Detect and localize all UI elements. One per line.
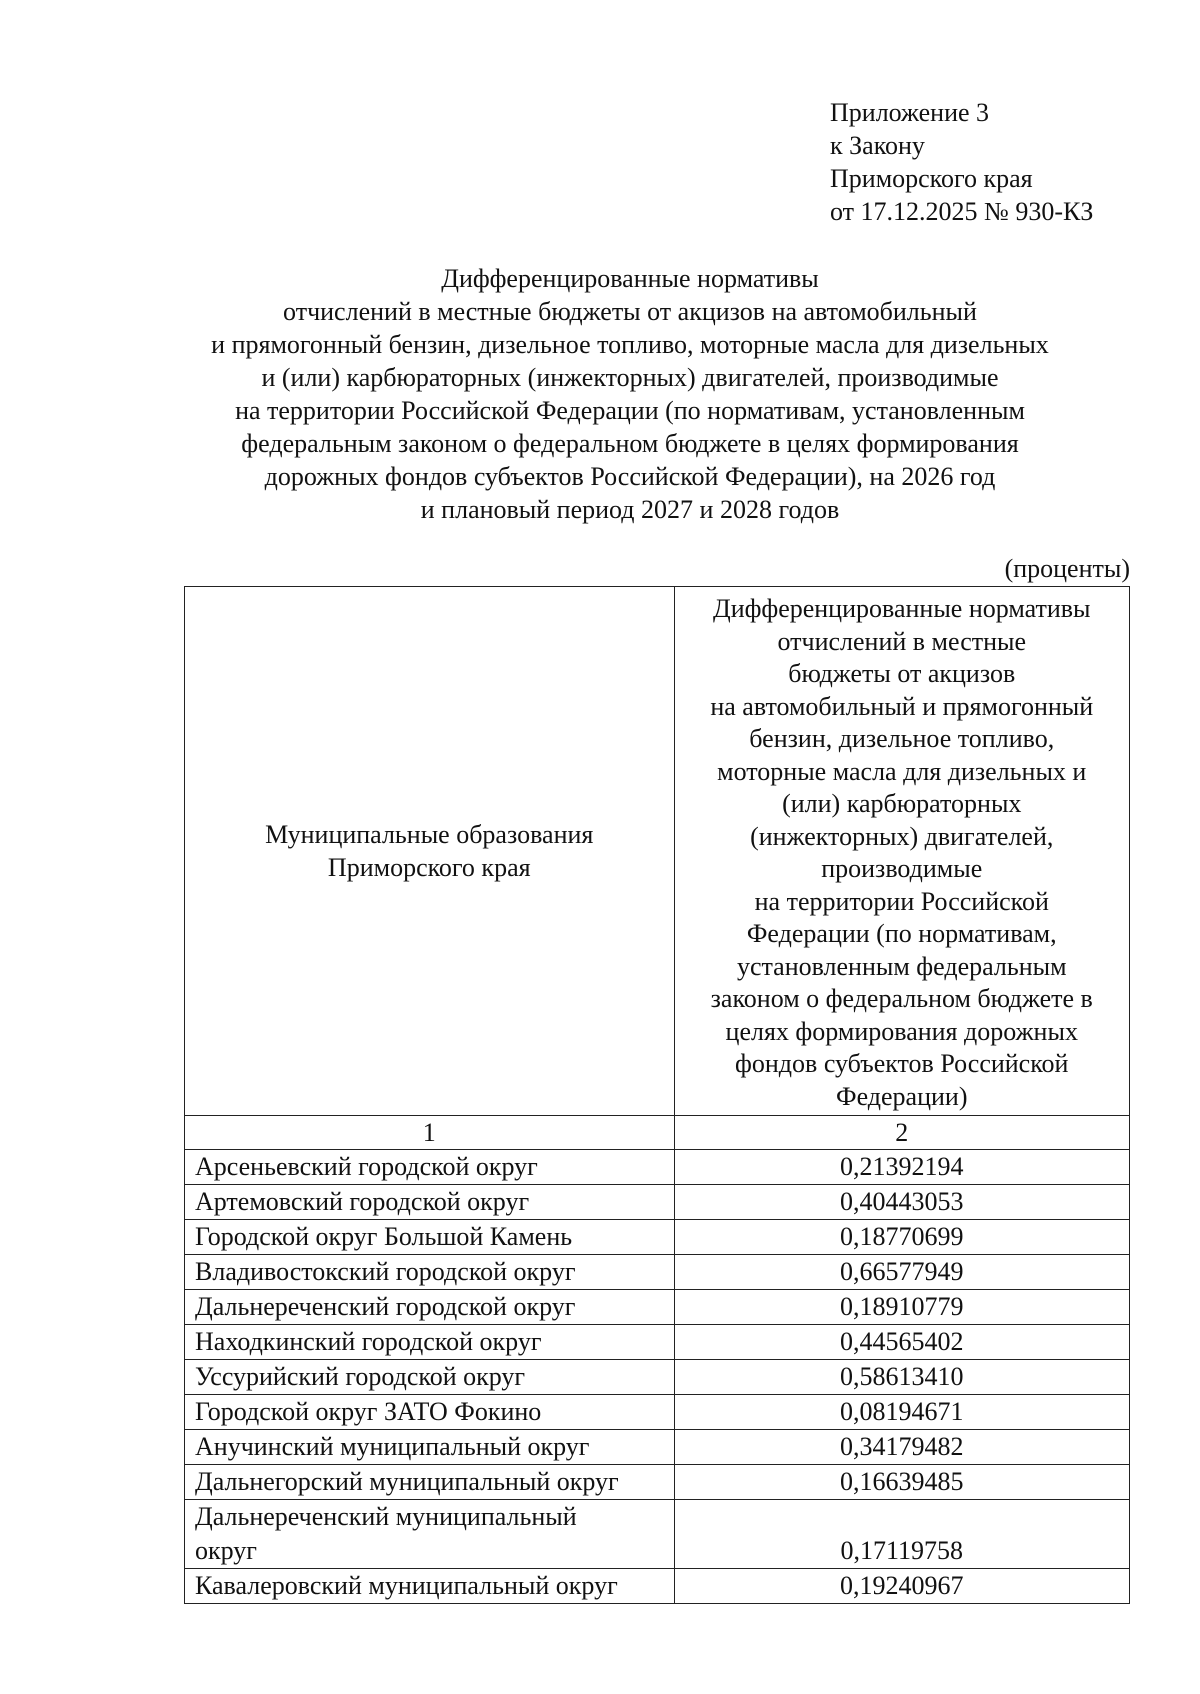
title-line: Дифференцированные нормативы — [441, 264, 819, 293]
table-row — [185, 1325, 1130, 1360]
header-line: производимые — [821, 854, 983, 883]
municipality-name-line: Дальнереченский муниципальный — [195, 1502, 577, 1531]
norms-table — [184, 586, 1130, 1604]
table-row — [185, 1395, 1130, 1430]
document-title — [150, 262, 1110, 526]
column-number: 2 — [674, 1116, 1129, 1150]
header-line: отчислений в местные — [777, 626, 1027, 656]
municipality-name: Городской округ ЗАТО Фокино — [185, 1395, 675, 1430]
norm-value: 0,34179482 — [674, 1430, 1129, 1465]
table-row — [185, 1360, 1130, 1395]
header-line: Приморского края — [327, 853, 531, 882]
header-line: фондов субъектов Российской — [735, 1049, 1069, 1078]
municipality-name: Кавалеровский муниципальный округ — [185, 1569, 675, 1604]
table-row — [185, 1185, 1130, 1220]
norm-value: 0,18770699 — [674, 1220, 1129, 1255]
table-row — [185, 1569, 1130, 1604]
header-line: бюджеты от акцизов — [788, 659, 1016, 688]
header-line: бензин, дизельное топливо, — [749, 724, 1055, 753]
appendix-line: от 17.12.2025 № 930-КЗ — [830, 197, 1094, 226]
table-row — [185, 1430, 1130, 1465]
norm-value: 0,21392194 — [674, 1150, 1129, 1185]
appendix-reference — [830, 96, 1093, 228]
norm-value: 0,17119758 — [674, 1500, 1129, 1569]
header-line: законом о федеральном бюджете в — [710, 984, 1093, 1013]
header-line: моторные масла для дизельных и — [717, 756, 1087, 786]
header-line: Федерации (по нормативам, — [746, 919, 1057, 948]
header-municipalities — [185, 587, 675, 1116]
header-line: Муниципальные образования — [265, 820, 594, 849]
title-line: и плановый период 2027 и 2028 годов — [420, 495, 840, 524]
appendix-line: к Закону — [830, 131, 925, 160]
table-row — [185, 1220, 1130, 1255]
header-norms — [674, 587, 1129, 1116]
table-row — [185, 1500, 1130, 1569]
header-line: на автомобильный и прямогонный — [710, 691, 1094, 721]
header-line: целях формирования дорожных — [725, 1016, 1078, 1046]
norm-value: 0,16639485 — [674, 1465, 1129, 1500]
table-header-row — [185, 587, 1130, 1116]
title-line: дорожных фондов субъектов Российской Федерации), на 2026 год — [264, 462, 996, 491]
norm-value: 0,18910779 — [674, 1290, 1129, 1325]
norm-value: 0,58613410 — [674, 1360, 1129, 1395]
title-line: федеральным законом о федеральном бюджете в целях формирования — [241, 429, 1019, 458]
title-line: на территории Российской Федерации (по нормативам, установленным — [235, 396, 1025, 425]
title-line: и прямогонный бензин, дизельное топливо, моторные масла для дизельных — [211, 330, 1049, 359]
municipality-name: Уссурийский городской округ — [185, 1360, 675, 1395]
column-number: 1 — [185, 1116, 675, 1150]
appendix-line: Приморского края — [830, 164, 1033, 193]
table-row — [185, 1255, 1130, 1290]
table-row — [185, 1150, 1130, 1185]
municipality-name: Находкинский городской округ — [185, 1325, 675, 1360]
municipality-name: Анучинский муниципальный округ — [185, 1430, 675, 1465]
norm-value: 0,66577949 — [674, 1255, 1129, 1290]
municipality-name: Артемовский городской округ — [185, 1185, 675, 1220]
norm-value: 0,08194671 — [674, 1395, 1129, 1430]
norm-value: 0,44565402 — [674, 1325, 1129, 1360]
municipality-name: Дальнегорский муниципальный округ — [185, 1465, 675, 1500]
title-line: и (или) карбюраторных (инжекторных) двигателей, производимые — [261, 363, 999, 392]
municipality-name: Городской округ Большой Камень — [185, 1220, 675, 1255]
municipality-name-line: округ — [195, 1536, 257, 1565]
table-row — [185, 1465, 1130, 1500]
municipality-name: Дальнереченский городской округ — [185, 1290, 675, 1325]
header-line: на территории Российской — [754, 886, 1049, 916]
header-line: Дифференцированные нормативы — [713, 594, 1091, 623]
norm-value: 0,40443053 — [674, 1185, 1129, 1220]
appendix-line: Приложение 3 — [830, 98, 990, 127]
municipality-name — [185, 1500, 675, 1569]
units-label: (проценты) — [1004, 554, 1130, 583]
table-row — [185, 1290, 1130, 1325]
header-line: (или) карбюраторных — [782, 789, 1022, 818]
municipality-name: Владивостокский городской округ — [185, 1255, 675, 1290]
title-line: отчислений в местные бюджеты от акцизов на автомобильный — [283, 297, 977, 326]
column-number-row — [185, 1116, 1130, 1150]
header-line: Федерации) — [836, 1081, 968, 1111]
norm-value: 0,19240967 — [674, 1569, 1129, 1604]
header-line: (инжекторных) двигателей, — [750, 821, 1054, 851]
header-line: установленным федеральным — [736, 951, 1067, 981]
municipality-name: Арсеньевский городской округ — [185, 1150, 675, 1185]
